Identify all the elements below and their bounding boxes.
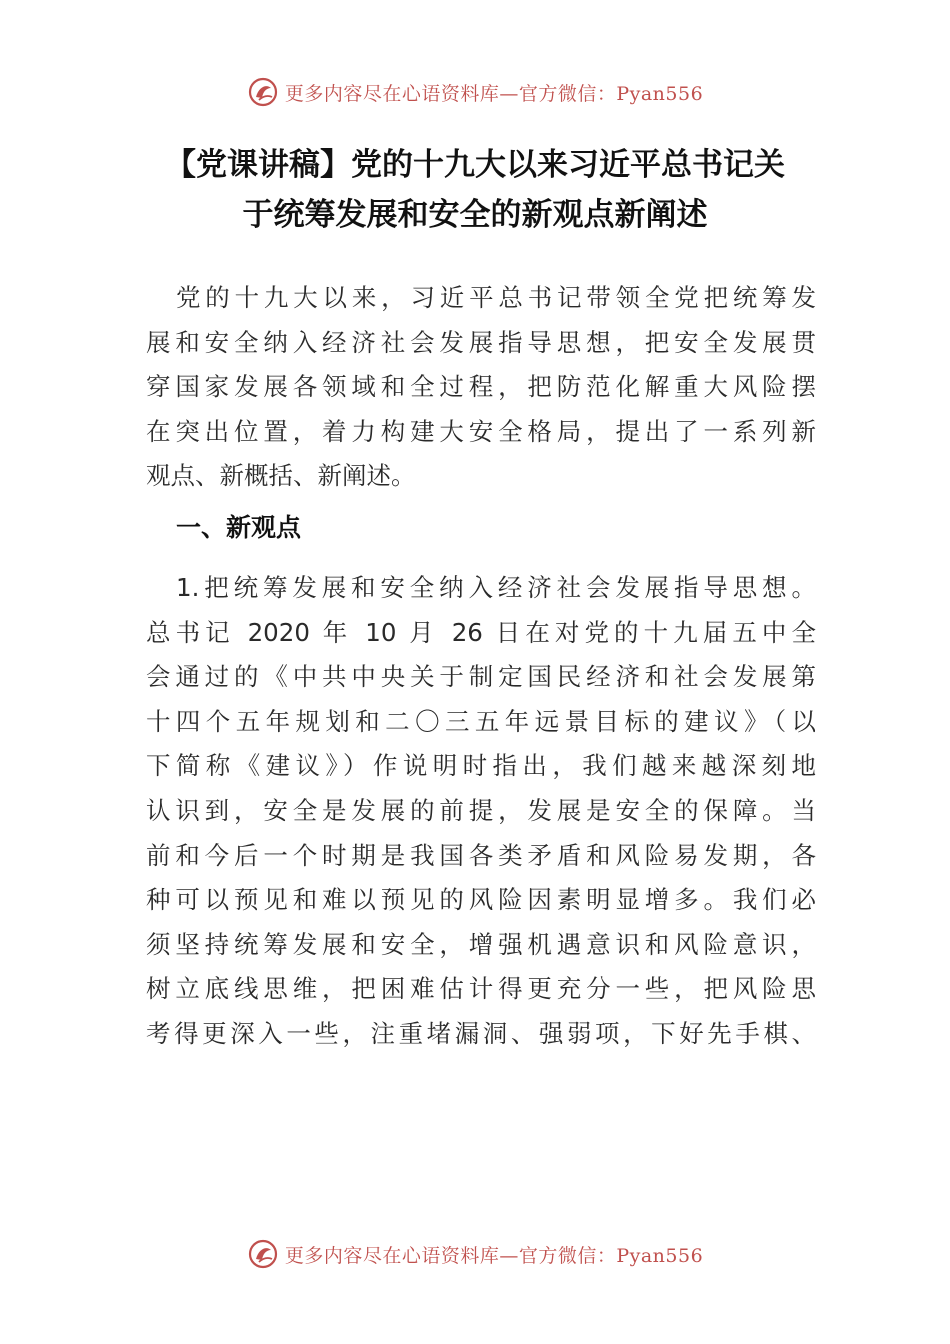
text-line: 须坚持统筹发展和安全，增强机遇意识和风险意识， [146,929,816,959]
watermark-text: 更多内容尽在心语资料库—官方微信：Pyan556 [284,82,704,105]
text-line: 下简称《建议》）作说明时指出，我们越来越深刻地 [146,751,816,781]
watermark-text: 更多内容尽在心语资料库—官方微信：Pyan556 [284,1244,704,1267]
text-line: 总书记 2020 年 10 月 26 日在对党的十九届五中全 [146,617,816,647]
text-line: 党的十九大以来，习近平总书记带领全党把统筹发 [176,283,816,312]
intro-paragraph [146,276,816,499]
title-line-2: 于统筹发展和安全的新观点新阐述 [242,197,708,233]
text-line: 观点、新概括、新阐述。 [146,461,416,491]
section-heading: 一、新观点 [176,513,302,542]
section-paragraph [146,566,816,1057]
text-line: 前和今后一个时期是我国各类矛盾和风险易发期，各 [146,840,816,870]
text-line: 树立底线思维，把困难估计得更充分一些，把风险思 [146,974,816,1004]
text-line: 在突出位置，着力构建大安全格局，提出了一系列新 [146,416,816,446]
page-title [120,140,830,240]
text-line: 展和安全纳入经济社会发展指导思想，把安全发展贯 [146,327,816,357]
text-line: 考得更深入一些，注重堵漏洞、强弱项，下好先手棋、 [146,1018,816,1048]
text-line: 1.把统筹发展和安全纳入经济社会发展指导思想。 [176,573,816,602]
header-watermark [0,72,950,112]
title-line-1: 【党课讲稿】党的十九大以来习近平总书记关 [165,147,785,183]
text-line: 种可以预见和难以预见的风险因素明显增多。我们必 [146,885,816,915]
footer-watermark [0,1234,950,1274]
text-line: 十四个五年规划和二〇三五年远景目标的建议》（以 [146,706,816,736]
red-swirl-logo-icon [247,1238,279,1270]
text-line: 穿国家发展各领域和全过程，把防范化解重大风险摆 [146,372,816,402]
red-swirl-logo-icon [247,76,279,108]
text-line: 认识到，安全是发展的前提，发展是安全的保障。当 [146,795,816,825]
text-line: 会通过的《中共中央关于制定国民经济和社会发展第 [146,662,816,692]
